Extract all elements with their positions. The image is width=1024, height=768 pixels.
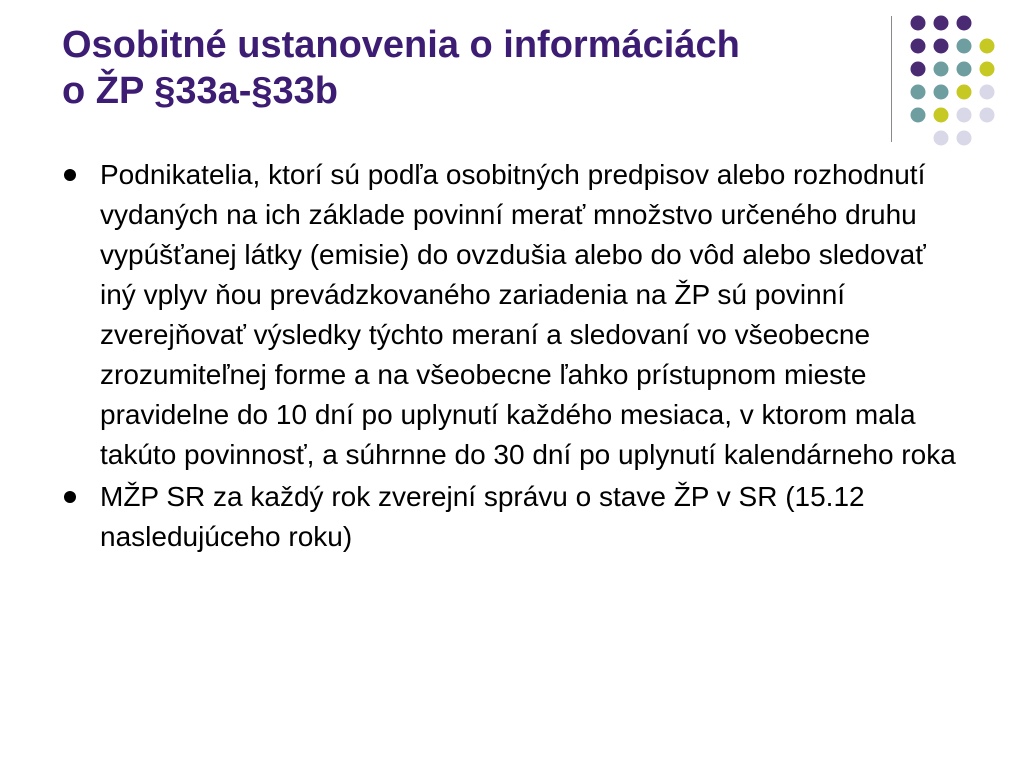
decorative-dot bbox=[934, 62, 949, 77]
bullet-item bbox=[62, 155, 962, 475]
vertical-divider bbox=[891, 16, 892, 142]
decorative-dot bbox=[957, 16, 972, 31]
decorative-dot bbox=[980, 39, 995, 54]
title-line-1: Osobitné ustanovenia o informáciách bbox=[62, 24, 740, 66]
decorative-dot bbox=[980, 62, 995, 77]
decorative-dot bbox=[934, 108, 949, 123]
decorative-dot bbox=[957, 62, 972, 77]
bullet-text: Podnikatelia, ktorí sú podľa osobitných predpisov alebo rozhodnutí vydaných na ich základe povinní merať množstvo určeného druhu vypúšťanej látky (emisie) do ovzdušia alebo do vôd alebo sledovať iný vplyv ňou prevádzkovaného zariadenia na ŽP sú povinní zverejňovať výsledky týchto meraní a sledovaní vo všeobecne zrozumiteľnej forme a na všeobecne ľahko prístupnom mieste pravidelne do 10 dní po uplynutí každého mesiaca, v ktorom mala takúto povinnosť, a súhrnne do 30 dní po uplynutí kalendárneho roka bbox=[100, 159, 956, 470]
decorative-dot bbox=[911, 62, 926, 77]
decorative-dot bbox=[934, 131, 949, 146]
decorative-dot bbox=[957, 108, 972, 123]
decorative-dot bbox=[911, 85, 926, 100]
bullet-item bbox=[62, 477, 962, 557]
decorative-dot bbox=[980, 85, 995, 100]
bullet-icon bbox=[64, 491, 76, 503]
decorative-dot bbox=[911, 108, 926, 123]
decorative-dot bbox=[980, 108, 995, 123]
decorative-dot bbox=[911, 16, 926, 31]
decorative-dot bbox=[957, 131, 972, 146]
slide-title bbox=[62, 22, 892, 114]
decorative-dot bbox=[934, 39, 949, 54]
decorative-dot-grid bbox=[905, 15, 1015, 165]
bullet-list bbox=[62, 155, 962, 559]
decorative-dot bbox=[934, 16, 949, 31]
decorative-dot bbox=[957, 39, 972, 54]
decorative-dot bbox=[934, 85, 949, 100]
bullet-icon bbox=[64, 169, 76, 181]
decorative-dot bbox=[911, 39, 926, 54]
decorative-dot bbox=[957, 85, 972, 100]
bullet-text: MŽP SR za každý rok zverejní správu o stave ŽP v SR (15.12 nasledujúceho roku) bbox=[100, 481, 865, 552]
title-line-2: o ŽP §33a-§33b bbox=[62, 70, 339, 112]
